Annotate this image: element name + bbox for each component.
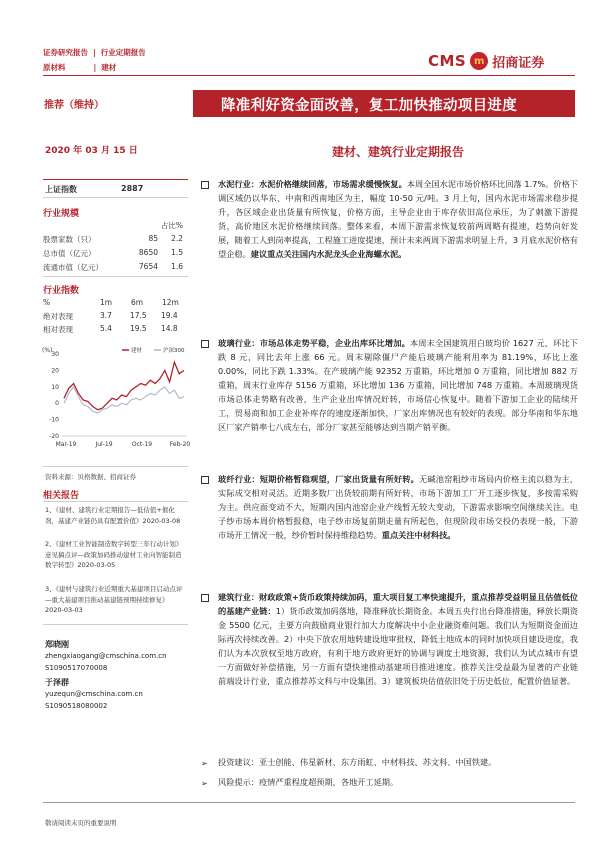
glass-section <box>203 336 578 434</box>
y-tick-label: 10 <box>51 383 59 391</box>
checkbox-bullet-icon <box>201 476 209 484</box>
logo-cn: 招商证券 <box>492 55 545 71</box>
sidebar-divider <box>43 624 188 625</box>
report-title: 降准利好资金面改善，复工加快推动项目进度 <box>221 98 517 114</box>
related-report-item[interactable]: 2、《建材工业智能制造数字转型三年行动计划》意见稿点评—政策加码推动建材工业向智能制造数字转型》2020-03-05 <box>45 540 183 569</box>
sidebar-divider <box>43 197 188 198</box>
checkbox-bullet-icon <box>201 594 209 602</box>
section-body: 本周全国水泥市场价格环比回落 1.7%。价格下调区域仍以华东、中南和西南地区为主，幅度 10-50 元/吨。3 月上旬，国内水泥市场需求稳步提升，各区域企业出货量有所恢复，价格方面，主导企业由于库存依旧高位承压，为了刺激下游提货，高价地区水泥价格继续回落。整体来看，本周下游需求恢复较前两周略有提速，趋势向好发展，随着工人到岗率提高，工程施工进度提速，预计未来两周下游需求明显上升，3 月底水泥价格有望企稳。 <box>218 179 578 259</box>
analyst-name: 郑晓刚 <box>45 640 69 649</box>
checkbox-bullet-icon <box>201 181 209 189</box>
performance-row: 相对表现 5.4 19.5 14.8 <box>43 324 178 334</box>
logo-text: CMS <box>428 52 467 70</box>
section-body: 本周末全国建筑用白玻均价 1627 元，环比下跌 8 元，同比去年上涨 66 元。周末剔除僵尸产能后玻璃产能利用率为 81.19%，环比上涨 0.00%，同比下跌 1.33%。在产玻璃产能 92352 万重箱，环比增加 0 万重箱，同比增加 882 万重箱，周末行业库存 5156 万重箱，环比增加 136 万重箱，同比增加 748 万重箱。本周玻璃现货市场总体走势略有改善，生产企业出库情况好转，市场信心恢复中。随着下游加工企业的陆续开工，贸易商和加工企业补库存的速度逐渐加快，厂家出库情况也有较好的表现。部分华南和华东地区厂家产销率七八成左右，部分厂家甚至能够达到当期产销平衡。 <box>218 338 578 432</box>
report-subtitle: 建材、建筑行业定期报告 <box>332 145 465 159</box>
y-tick-label: 30 <box>51 351 59 358</box>
section-lead: 建筑行业：财政政策+货币政策持续加码，重大项目复工率快速提升，重点推荐受益明显且估值低位的基建产业链： <box>218 592 578 616</box>
related-heading: 相关报告 <box>43 491 80 501</box>
index-label: 上证指数 <box>45 185 77 194</box>
scale-row: 总市值（亿元） 8650 1.5 <box>43 248 183 258</box>
section-tail: 重点关注中材科技。 <box>381 530 456 540</box>
footer-rule <box>43 802 575 803</box>
cement-section <box>203 177 578 261</box>
sidebar-rule <box>43 179 188 180</box>
category-2: 行业定期报告 <box>100 48 146 57</box>
sidebar-divider <box>43 276 188 277</box>
y-tick-label: -20 <box>49 433 59 440</box>
logo-mark-icon: m <box>470 52 488 70</box>
sector-1: 原材料 <box>43 63 66 72</box>
x-tick-label: Mar-19 <box>55 441 77 448</box>
sector-2: 建材 <box>101 63 117 72</box>
footer-note: 敬请阅读末页的重要说明 <box>45 819 117 827</box>
y-tick-label: 0 <box>55 400 59 408</box>
y-tick-label: -10 <box>49 416 59 424</box>
y-tick-label: 20 <box>51 367 59 375</box>
performance-header-row: % 1m 6m 12m <box>43 298 179 307</box>
index-value: 2887 <box>121 184 144 193</box>
sidebar-divider <box>43 501 188 502</box>
x-tick-label: Jul-19 <box>95 441 113 448</box>
scale-heading: 行业规模 <box>43 209 80 219</box>
report-date: 2020 年 03 月 15 日 <box>45 146 138 156</box>
analyst-name: 于泽群 <box>45 678 69 687</box>
scale-pct-header-row <box>43 220 188 232</box>
section-body: 无碱池窑粗纱市场局内价格主流以稳为主，实际成交相对灵活。近期多数厂出货较前期有所好转，市场下游加工厂开工逐步恢复，多按需采购为主。供应面变动不大，短期内国内池窑企业产线暂无较大变动，下游需求影响空间继续关注。电子纱市场本周价格暂报稳，电子纱市场复前期走量有所起色，但现阶段市场交投仍表现一般，下游市场开工情况一般，纱价暂时保持维稳趋势。 <box>218 474 578 540</box>
risk-warning <box>203 775 578 789</box>
checkbox-bullet-icon <box>201 340 209 348</box>
investment-advice <box>203 755 578 769</box>
construction-section <box>203 590 578 688</box>
source-note: 资料来源：贝格数据、招商证券 <box>45 473 136 481</box>
report-category: 证券研究报告 | 行业定期报告 <box>43 48 146 57</box>
category-1: 证券研究报告 <box>43 48 88 57</box>
section-body: 风险提示：疫情严重程度超预期，各地开工延期。 <box>218 777 399 787</box>
scale-row: 流通市值（亿元） 7654 1.6 <box>43 262 183 272</box>
section-lead: 玻璃行业：市场总体走势平稳，企业出库环比增加。 <box>218 338 410 348</box>
performance-heading: 行业指数 <box>43 286 80 296</box>
x-tick-label: Oct-19 <box>131 441 153 448</box>
legend-label: 沪深300 <box>163 348 185 354</box>
performance-chart <box>40 344 190 452</box>
section-lead: 玻纤行业：短期价格暂稳观望，厂家出货量有所好转。 <box>218 474 420 484</box>
analyst-email[interactable]: zhengxiaogang@cmschina.com.cn <box>45 652 167 660</box>
header-rule <box>43 75 575 76</box>
performance-row: 绝对表现 3.7 17.5 19.4 <box>43 311 178 321</box>
analyst-id: S1090518080002 <box>45 702 108 710</box>
section-body: 1）货币政策加码落地，降准释放长期资金。本周五央行出台降准措施，释放长期资金 5500 亿元，主要方向鼓励商业银行加大力度解决中小企业融资难问题。我们认为短期资金面边际再次持续改善。2）中央下放农用地转建设地审批权，降低土地成本的同时加快项目建设进度，我们认为本次放权至地方政府，有利于地方政府更好的协调与调度土地资源，我们认为试点城市有望一方面做好补偿措施，另一方面有望快速推动基建项目推进速度。推荐关注受益最为显著的产业链前端设计行业，重点推荐苏文科与中设集团。3）建筑板块估值依旧处于历史低位，配置价值显著。 <box>218 606 578 686</box>
arrow-bullet-icon: ➢ <box>201 779 208 788</box>
section-body: 投资建议：亚士创能、伟星新材、东方雨虹、中材科技、苏文科、中国铁建。 <box>218 757 497 767</box>
legend-label: 建材 <box>131 348 143 354</box>
sidebar-divider <box>43 466 188 467</box>
cms-logo <box>428 50 544 72</box>
section-tail: 建议重点关注国内水泥龙头企业海螺水泥。 <box>250 249 407 259</box>
x-tick-label: Feb-20 <box>169 441 190 448</box>
analyst-email[interactable]: yuzequn@cmschina.com.cn <box>45 690 143 698</box>
scale-row: 股票家数（只） 85 2.2 <box>43 234 183 244</box>
report-sector: 原材料 | 建材 <box>43 63 117 72</box>
series-line-csi300 <box>64 387 184 413</box>
analyst-id: S1090517070008 <box>45 664 108 672</box>
y-unit-label: (%) <box>42 347 53 354</box>
section-lead: 水泥行业：水泥价格继续回落，市场需求缓慢恢复。 <box>218 179 407 189</box>
rating: 推荐（维持） <box>44 100 104 111</box>
arrow-bullet-icon: ➢ <box>201 759 208 768</box>
pct-header: 占比% <box>160 221 183 230</box>
related-report-item[interactable]: 3、《建材与建筑行业近期重大基建项目启动点评—重大基建项目推动基建链预期持续修复》2020-03-03 <box>45 585 183 614</box>
fiberglass-section <box>203 472 578 542</box>
related-report-item[interactable]: 1、《建材、建筑行业定期报告—低估值+催化剂，基建产业链仍具有配置价值》2020-03-08 <box>45 506 181 525</box>
